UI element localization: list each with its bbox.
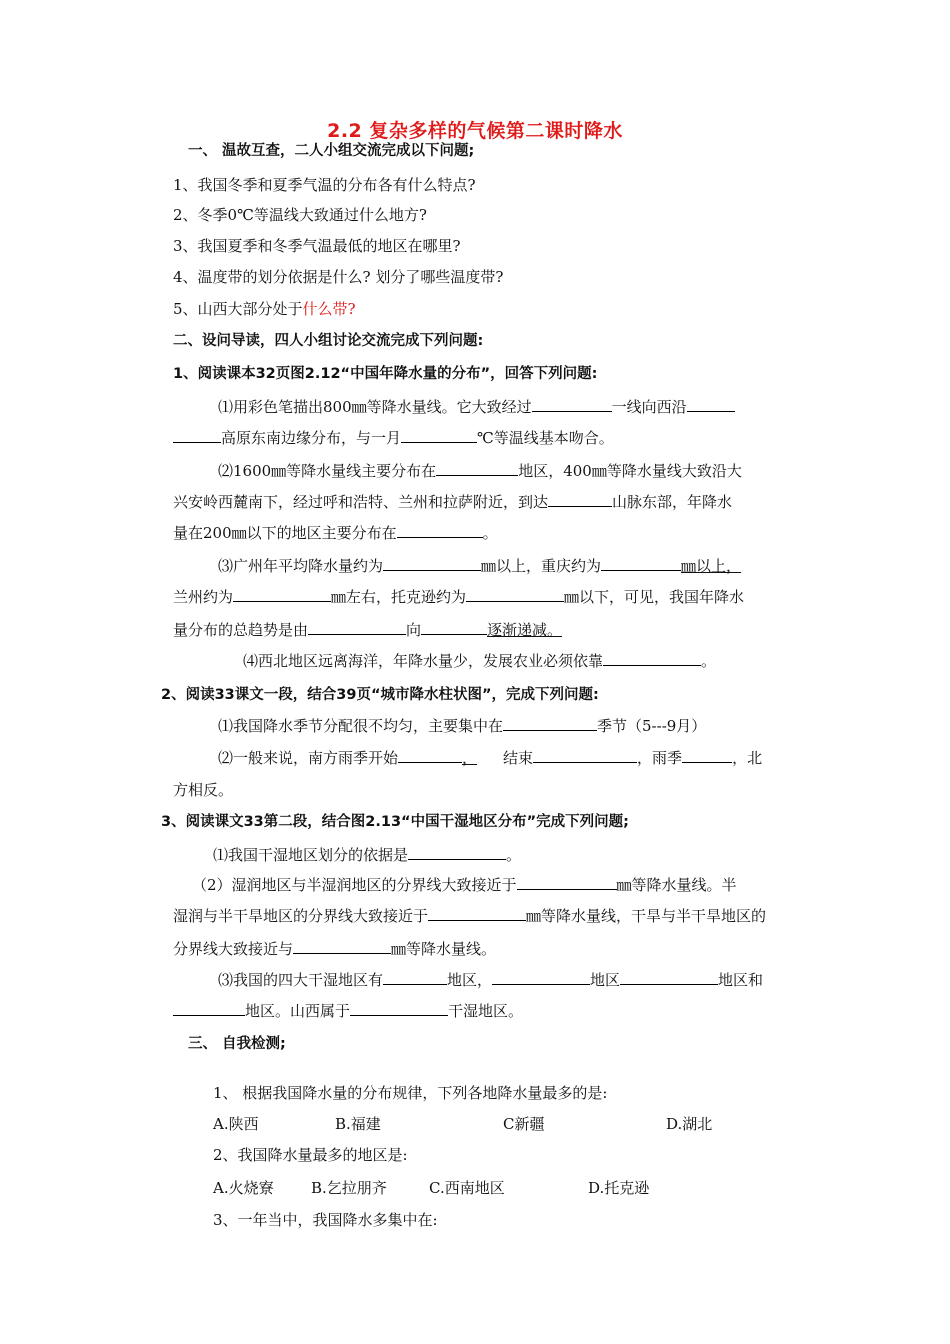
text: ㎜以上， xyxy=(681,557,742,575)
blank[interactable] xyxy=(682,748,732,763)
t1-item-3-line-1 xyxy=(218,556,741,576)
s3-q1-option-b[interactable]: B.福建 xyxy=(335,1115,381,1133)
s1-question-1: 1、我国冬季和夏季气温的分布各有什么特点? xyxy=(173,176,476,194)
s3-q2-option-a[interactable]: A.火烧寮 xyxy=(213,1179,274,1197)
text: ⑴我国干湿地区划分的依据是 xyxy=(213,846,409,864)
t2-item-2-line-1 xyxy=(218,748,762,768)
text: 干湿地区。 xyxy=(448,1002,524,1020)
blank[interactable] xyxy=(398,748,462,763)
s1-question-2: 2、冬季0℃等温线大致通过什么地方? xyxy=(173,206,427,224)
blank[interactable] xyxy=(408,845,506,860)
blank[interactable] xyxy=(548,492,612,507)
text: 逐渐递减。 xyxy=(487,621,563,639)
text: 一线向西沿 xyxy=(611,398,687,416)
text: 量分布的总趋势是由 xyxy=(173,621,309,639)
t3-item-2-line-2 xyxy=(173,906,766,926)
s3-q2-option-b[interactable]: B.乞拉朋齐 xyxy=(311,1179,387,1197)
text: 结束 xyxy=(503,749,534,767)
blank[interactable] xyxy=(503,716,597,731)
text: 兴安岭西麓南下，经过呼和浩特、兰州和拉萨附近，到达 xyxy=(173,493,549,511)
blank[interactable] xyxy=(533,748,637,763)
t1-item-2-line-2 xyxy=(173,492,732,512)
text: 地区和 xyxy=(718,971,764,989)
text: 高原东南边缘分布，与一月 xyxy=(221,429,402,447)
text: ⑶广州年平均降水量约为 xyxy=(218,557,384,575)
blank[interactable] xyxy=(532,397,612,412)
s1-question-5 xyxy=(173,299,356,319)
text: 地区 xyxy=(590,971,621,989)
text: 地区。山西属于 xyxy=(245,1002,351,1020)
text: （2）湿润地区与半湿润地区的分界线大致接近于 xyxy=(192,876,517,894)
t1-item-2-line-3 xyxy=(173,523,498,543)
text: ㎜等降水量线，干旱与半干旱地区的 xyxy=(526,907,767,925)
blank[interactable] xyxy=(428,906,526,921)
blank[interactable] xyxy=(383,556,481,571)
t2-item-2-line-2: 方相反。 xyxy=(173,781,234,799)
text: 分界线大致接近与 xyxy=(173,940,294,958)
t3-item-3-line-2 xyxy=(173,1001,523,1021)
blank[interactable] xyxy=(383,970,447,985)
t1-item-4 xyxy=(243,651,716,671)
text: ，雨季 xyxy=(637,749,683,767)
blank[interactable] xyxy=(601,556,681,571)
text: 。 xyxy=(506,846,522,864)
t3-item-1 xyxy=(213,845,521,865)
blank[interactable] xyxy=(233,587,331,602)
blank[interactable] xyxy=(350,1001,448,1016)
text: ， xyxy=(462,749,478,767)
task-1-heading: 1、阅读课本32页图2.12“中国年降水量的分布”，回答下列问题: xyxy=(173,366,598,382)
s1-question-3: 3、我国夏季和冬季气温最低的地区在哪里? xyxy=(173,237,461,255)
section-1-heading: 一、 温故互查，二人小组交流完成以下问题; xyxy=(188,143,475,159)
blank[interactable] xyxy=(517,875,617,890)
s1-q5-highlight: 什么带? xyxy=(302,300,356,318)
blank[interactable] xyxy=(308,620,406,635)
s3-q1-option-c[interactable]: C新疆 xyxy=(503,1115,545,1133)
blank[interactable] xyxy=(492,970,590,985)
text: ℃等温线基本吻合。 xyxy=(477,429,614,447)
text: ⑴用彩色笔描出800㎜等降水量线。它大致经过 xyxy=(218,398,532,416)
blank[interactable] xyxy=(620,970,718,985)
text: ⑵1600㎜等降水量线主要分布在 xyxy=(218,462,437,480)
text: 。 xyxy=(482,524,498,542)
text: ㎜等降水量线。半 xyxy=(616,876,737,894)
t3-item-2-line-3 xyxy=(173,939,496,959)
s3-q2-option-c[interactable]: C.西南地区 xyxy=(429,1179,505,1197)
text: 地区，400㎜等降水量线大致沿大 xyxy=(518,462,742,480)
s3-q1-option-a[interactable]: A.陕西 xyxy=(213,1115,259,1133)
blank[interactable] xyxy=(293,939,391,954)
t2-item-1 xyxy=(218,716,706,736)
task-2-heading: 2、阅读33课文一段，结合39页“城市降水柱状图”，完成下列问题: xyxy=(161,687,599,703)
text: ㎜以上，重庆约为 xyxy=(481,557,602,575)
s3-q1-option-d[interactable]: D.湖北 xyxy=(666,1115,713,1133)
section-3-heading: 三、 自我检测; xyxy=(188,1036,286,1052)
text: ，北 xyxy=(732,749,763,767)
s1-q5-text: 5、山西大部分处于 xyxy=(173,300,303,318)
text: 地区， xyxy=(447,971,493,989)
blank[interactable] xyxy=(687,397,735,412)
text: ⑴我国降水季节分配很不均匀，主要集中在 xyxy=(218,717,504,735)
text: 山脉东部，年降水 xyxy=(612,493,733,511)
s3-question-2: 2、我国降水量最多的地区是: xyxy=(213,1146,408,1164)
t3-item-2-line-1 xyxy=(192,875,737,895)
text: ⑶我国的四大干湿地区有 xyxy=(218,971,384,989)
t3-item-3-line-1 xyxy=(218,970,763,990)
blank[interactable] xyxy=(401,428,477,443)
t1-item-3-line-2 xyxy=(173,587,744,607)
blank[interactable] xyxy=(397,523,483,538)
blank[interactable] xyxy=(173,428,221,443)
text: 兰州约为 xyxy=(173,588,234,606)
blank[interactable] xyxy=(421,620,487,635)
task-3-heading: 3、阅读课文33第二段，结合图2.13“中国干湿地区分布”完成下列问题; xyxy=(161,814,629,830)
text: 量在200㎜以下的地区主要分布在 xyxy=(173,524,397,542)
t1-item-2-line-1 xyxy=(218,461,742,481)
blank[interactable] xyxy=(436,461,518,476)
text: ㎜以下，可见，我国年降水 xyxy=(564,588,745,606)
text: ㎜等降水量线。 xyxy=(391,940,497,958)
s3-question-1: 1、 根据我国降水量的分布规律，下列各地降水量最多的是: xyxy=(213,1084,608,1102)
t1-item-3-line-3 xyxy=(173,620,562,640)
s1-question-4: 4、温度带的划分依据是什么? 划分了哪些温度带? xyxy=(173,268,504,286)
text: 湿润与半干旱地区的分界线大致接近于 xyxy=(173,907,429,925)
s3-question-3: 3、一年当中，我国降水多集中在: xyxy=(213,1211,438,1229)
text: ⑵一般来说，南方雨季开始 xyxy=(218,749,399,767)
text: 季节（5---9月） xyxy=(597,717,707,735)
text: ㎜左右，托克逊约为 xyxy=(331,588,467,606)
blank[interactable] xyxy=(603,651,701,666)
t1-item-1-line-1 xyxy=(218,397,735,417)
text: 向 xyxy=(406,621,422,639)
s3-q2-option-d[interactable]: D.托克逊 xyxy=(588,1179,650,1197)
section-2-heading: 二、设问导读，四人小组讨论交流完成下列问题: xyxy=(173,333,484,349)
blank[interactable] xyxy=(173,1001,245,1016)
text: 。 xyxy=(701,652,717,670)
t1-item-1-line-2 xyxy=(173,428,614,448)
text: ⑷西北地区远离海洋，年降水量少，发展农业必须依靠 xyxy=(243,652,604,670)
blank[interactable] xyxy=(466,587,564,602)
page-title: 2.2 复杂多样的气候第二课时降水 xyxy=(327,120,623,142)
